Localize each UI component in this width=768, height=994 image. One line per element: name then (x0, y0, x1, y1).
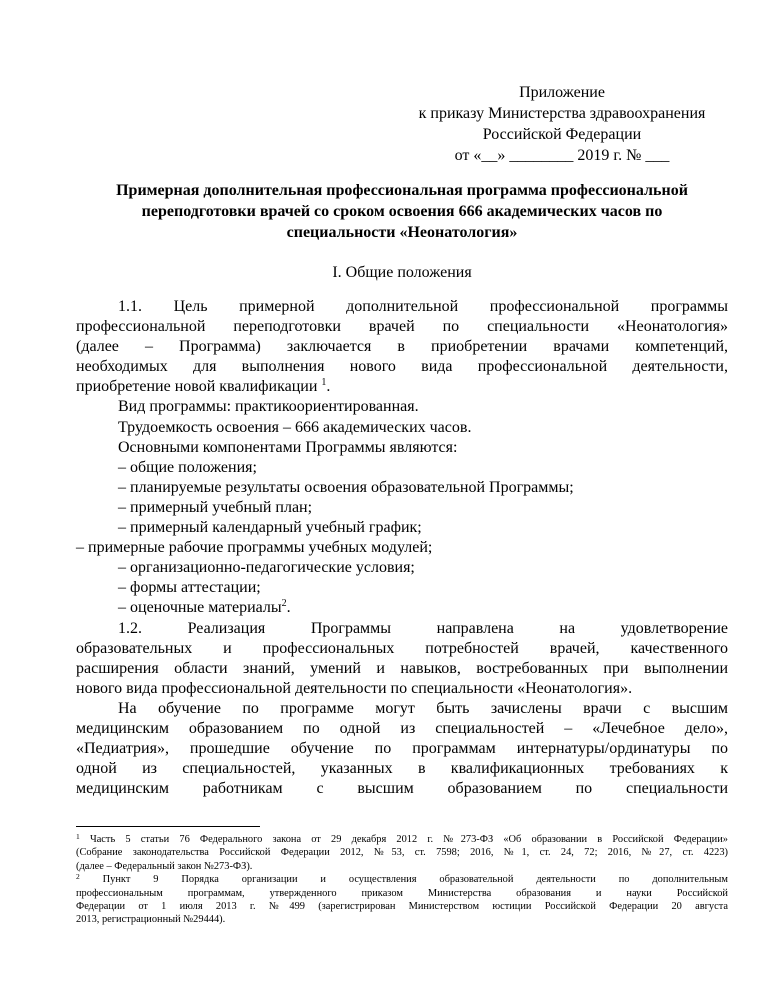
approval-block (390, 82, 734, 166)
footnote-separator (76, 826, 260, 827)
document-title (76, 180, 728, 243)
components-intro: Основными компонентами Программы являются: (118, 438, 458, 456)
list-item: – общие положения; (118, 458, 257, 476)
footnote-line: Федерации от 1 июля 2013 г. №499 (зарегистрирован Министерством юстиции Российской Федерации 20 августа (76, 900, 728, 912)
paragraph-line: одной из специальностей, указанных в квалификационных требованиях к (76, 760, 728, 778)
footnote-text: Пункт 9 Порядка организации и осуществления образовательной деятельности по дополнительным (102, 874, 728, 886)
list-item: – организационно-педагогические условия; (118, 559, 415, 577)
list-item (76, 598, 728, 618)
title-line: специальности «Неонатология» (286, 224, 518, 241)
paragraph-line (76, 377, 728, 397)
footnote-marker: 1 (76, 832, 80, 841)
paragraph-line: «Педиатрия», прошедшие обучение по программам интернатуры/ординатуры по (76, 740, 728, 758)
paragraph-line: (далее – Программа) заключается в приобретении врачами компетенций, (76, 338, 728, 356)
paragraph-text: приобретение новой квалификации (76, 378, 318, 396)
paragraph-line: расширения области знаний, умений и навыков, востребованных при выполнении (76, 659, 728, 677)
footnote-line: профессиональным программам, утвержденного приказом Министерства образования и науки Российской (76, 887, 728, 899)
list-item: – примерные рабочие программы учебных модулей; (76, 539, 433, 557)
document-page (76, 0, 728, 994)
document-body (76, 297, 728, 799)
footnote-line (76, 833, 728, 846)
footnote-line: (далее – Федеральный закон №273-ФЗ). (76, 860, 253, 872)
punctuation: . (286, 599, 291, 617)
footnote-line: (Собрание законодательства Российской Федерации 2012, №53, ст. 7598; 2016, №1, ст. 24, 72; 2016, №27, ст. 4223) (76, 847, 728, 859)
punctuation: . (326, 378, 331, 396)
title-line: переподготовки врачей со сроком освоения 666 академических часов по (141, 203, 663, 220)
footnote-line: 2013, регистрационный №29444). (76, 914, 226, 926)
paragraph-line: необходимых для выполнения нового вида профессиональной деятельности, (76, 358, 728, 376)
list-item: – планируемые результаты освоения образовательной Программы; (118, 478, 574, 496)
paragraph-line: профессиональной переподготовки врачей по специальности «Неонатология» (76, 318, 728, 336)
section-heading: I. Общие положения (332, 264, 472, 281)
program-type: Вид программы: практикоориентированная. (118, 398, 419, 416)
list-item: – формы аттестации; (118, 579, 261, 597)
paragraph-line: медицинским образованием по одной из специальностей – «Лечебное дело», (76, 719, 728, 737)
footnote-ref[interactable]: 1 (321, 377, 327, 389)
paragraph-line: 1.2. Реализация Программы направлена на удовлетворение (118, 619, 728, 637)
list-item: – примерный календарный учебный график; (118, 519, 422, 537)
list-item-text: – оценочные материалы (118, 599, 282, 617)
paragraph-line: 1.1. Цель примерной дополнительной профессиональной программы (118, 298, 728, 315)
paragraph-line: медицинским работникам с высшим образованием по специальности (76, 780, 728, 798)
approval-line: к приказу Министерства здравоохранения (418, 105, 706, 122)
title-line: Примерная дополнительная профессиональная программа профессиональной (116, 182, 688, 199)
approval-line: Приложение (519, 84, 605, 101)
list-item: – примерный учебный план; (118, 498, 313, 516)
footnote-line (76, 873, 728, 886)
paragraph-line: образовательных и профессиональных потребностей врачей, качественного (76, 639, 728, 657)
approval-line: Российской Федерации (482, 126, 642, 143)
footnote-ref[interactable]: 2 (281, 598, 287, 610)
paragraph-line: На обучение по программе могут быть зачислены врачи с высшим (118, 699, 728, 717)
approval-line: от «__» ________ 2019 г. № ___ (454, 147, 670, 164)
footnote-marker: 2 (76, 872, 80, 882)
footnote-text: Часть 5 статьи 76 Федерального закона от 29 декабря 2012 г. №273-ФЗ «Об образовании в Российской Федерации» (89, 834, 729, 845)
footnotes (76, 833, 728, 927)
paragraph-line: нового вида профессиональной деятельности по специальности «Неонатология». (76, 679, 633, 697)
program-hours: Трудоемкость освоения – 666 академических часов. (118, 418, 472, 436)
